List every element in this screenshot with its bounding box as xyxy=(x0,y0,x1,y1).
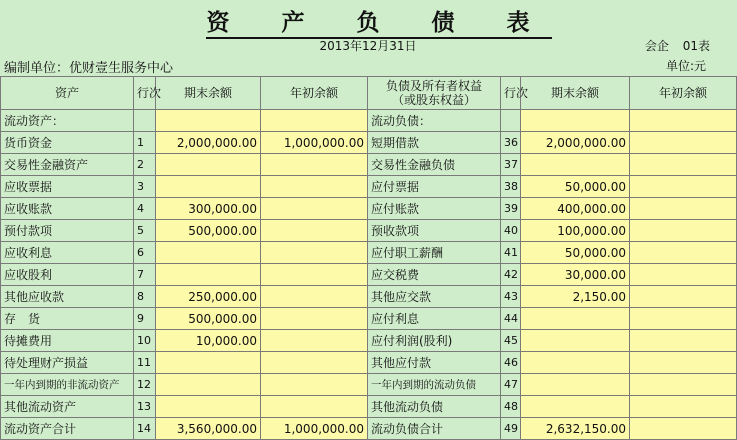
liability-period-end xyxy=(521,154,630,176)
liability-line-no: 45 xyxy=(501,330,521,352)
asset-line-no: 7 xyxy=(134,264,156,286)
liability-line-no: 44 xyxy=(501,308,521,330)
asset-year-begin xyxy=(261,198,368,220)
liability-year-begin xyxy=(630,154,737,176)
liability-line-no: 42 xyxy=(501,264,521,286)
liability-year-begin xyxy=(630,220,737,242)
asset-line-no: 13 xyxy=(134,396,156,418)
asset-year-begin xyxy=(261,286,368,308)
table-row xyxy=(1,352,737,374)
asset-year-begin xyxy=(261,264,368,286)
liability-name: 应付利息 xyxy=(368,308,501,330)
asset-year-begin xyxy=(261,374,368,396)
table-row xyxy=(1,264,737,286)
table-row xyxy=(1,418,737,440)
cell xyxy=(521,110,630,132)
asset-year-begin xyxy=(261,176,368,198)
asset-period-end xyxy=(156,242,261,264)
liability-name: 应付账款 xyxy=(368,198,501,220)
liability-year-begin xyxy=(630,330,737,352)
cell xyxy=(261,110,368,132)
table-row xyxy=(1,374,737,396)
liability-line-no: 39 xyxy=(501,198,521,220)
liability-name: 预收款项 xyxy=(368,220,501,242)
asset-year-begin xyxy=(261,352,368,374)
asset-line-no: 14 xyxy=(134,418,156,440)
liability-period-end: 100,000.00 xyxy=(521,220,630,242)
col-line-no-right: 行次 xyxy=(501,77,521,110)
asset-name: 待摊费用 xyxy=(1,330,134,352)
asset-name: 待处理财产损益 xyxy=(1,352,134,374)
table-row xyxy=(1,286,737,308)
asset-year-begin: 1,000,000.00 xyxy=(261,418,368,440)
liability-period-end: 400,000.00 xyxy=(521,198,630,220)
cell xyxy=(630,110,737,132)
asset-year-begin xyxy=(261,330,368,352)
liability-year-begin xyxy=(630,198,737,220)
table-row xyxy=(1,396,737,418)
liability-period-end: 30,000.00 xyxy=(521,264,630,286)
asset-year-begin xyxy=(261,154,368,176)
table-row xyxy=(1,132,737,154)
asset-period-end xyxy=(156,374,261,396)
asset-name: 应收利息 xyxy=(1,242,134,264)
table-row xyxy=(1,176,737,198)
liability-line-no: 37 xyxy=(501,154,521,176)
header-row xyxy=(1,77,737,110)
asset-name: 存 货 xyxy=(1,308,134,330)
liability-line-no: 47 xyxy=(501,374,521,396)
asset-period-end xyxy=(156,154,261,176)
report-date: 2013年12月31日 xyxy=(319,39,417,53)
asset-period-end: 10,000.00 xyxy=(156,330,261,352)
liability-year-begin xyxy=(630,418,737,440)
liability-period-end: 2,000,000.00 xyxy=(521,132,630,154)
asset-period-end xyxy=(156,352,261,374)
asset-line-no: 5 xyxy=(134,220,156,242)
liability-line-no: 46 xyxy=(501,352,521,374)
table-row xyxy=(1,220,737,242)
asset-name: 交易性金融资产 xyxy=(1,154,134,176)
cell xyxy=(134,110,156,132)
liability-name: 短期借款 xyxy=(368,132,501,154)
asset-name: 应收账款 xyxy=(1,198,134,220)
col-period-end-right: 期末余额 xyxy=(521,77,630,110)
liability-name: 其他流动负债 xyxy=(368,396,501,418)
liability-name: 应交税费 xyxy=(368,264,501,286)
liability-year-begin xyxy=(630,176,737,198)
asset-period-end: 3,560,000.00 xyxy=(156,418,261,440)
liability-year-begin xyxy=(630,264,737,286)
col-liabilities-line1: 负债及所有者权益 xyxy=(385,79,482,93)
asset-period-end: 250,000.00 xyxy=(156,286,261,308)
asset-year-begin xyxy=(261,396,368,418)
asset-name: 应收股利 xyxy=(1,264,134,286)
liability-line-no: 43 xyxy=(501,286,521,308)
table-row xyxy=(1,308,737,330)
asset-line-no: 1 xyxy=(134,132,156,154)
liability-line-no: 41 xyxy=(501,242,521,264)
table-row xyxy=(1,330,737,352)
asset-period-end: 300,000.00 xyxy=(156,198,261,220)
liability-line-no: 49 xyxy=(501,418,521,440)
liability-line-no: 36 xyxy=(501,132,521,154)
liability-period-end xyxy=(521,330,630,352)
col-line-no: 行次 xyxy=(134,77,156,110)
form-code: 会企 01表 xyxy=(644,39,710,53)
section-current-liabilities: 流动负债： xyxy=(368,110,501,132)
table-row xyxy=(1,242,737,264)
asset-period-end: 2,000,000.00 xyxy=(156,132,261,154)
currency-unit: 单位:元 xyxy=(665,59,706,73)
section-current-assets: 流动资产： xyxy=(1,110,134,132)
asset-line-no: 8 xyxy=(134,286,156,308)
entity-label: 编制单位：优财壹生服务中心 xyxy=(4,61,174,76)
table-row xyxy=(1,154,737,176)
asset-period-end xyxy=(156,176,261,198)
asset-line-no: 10 xyxy=(134,330,156,352)
asset-line-no: 9 xyxy=(134,308,156,330)
liability-name: 交易性金融负债 xyxy=(368,154,501,176)
asset-line-no: 11 xyxy=(134,352,156,374)
asset-period-end xyxy=(156,264,261,286)
asset-year-begin xyxy=(261,308,368,330)
liability-year-begin xyxy=(630,352,737,374)
col-period-end: 期末余额 xyxy=(156,77,261,110)
col-year-begin: 年初余额 xyxy=(261,77,368,110)
liability-period-end: 50,000.00 xyxy=(521,242,630,264)
asset-name: 预付款项 xyxy=(1,220,134,242)
asset-line-no: 4 xyxy=(134,198,156,220)
liability-year-begin xyxy=(630,396,737,418)
asset-line-no: 2 xyxy=(134,154,156,176)
liability-year-begin xyxy=(630,374,737,396)
liability-year-begin xyxy=(630,132,737,154)
col-liabilities-line2: （或股东权益） xyxy=(391,93,476,107)
report-title: 资 产 负 债 表 xyxy=(0,4,736,37)
asset-line-no: 12 xyxy=(134,374,156,396)
liability-period-end: 2,632,150.00 xyxy=(521,418,630,440)
asset-period-end xyxy=(156,396,261,418)
asset-line-no: 3 xyxy=(134,176,156,198)
asset-year-begin xyxy=(261,242,368,264)
liability-line-no: 40 xyxy=(501,220,521,242)
col-asset: 资产 xyxy=(1,77,134,110)
asset-name: 货币资金 xyxy=(1,132,134,154)
liability-name: 其他应付款 xyxy=(368,352,501,374)
asset-name: 流动资产合计 xyxy=(1,418,134,440)
liability-name: 应付职工薪酬 xyxy=(368,242,501,264)
cell xyxy=(501,110,521,132)
asset-year-begin xyxy=(261,220,368,242)
liability-year-begin xyxy=(630,308,737,330)
liability-name: 应付票据 xyxy=(368,176,501,198)
liability-period-end: 50,000.00 xyxy=(521,176,630,198)
liability-line-no: 38 xyxy=(501,176,521,198)
asset-period-end: 500,000.00 xyxy=(156,308,261,330)
asset-name: 一年内到期的非流动资产 xyxy=(1,374,134,396)
col-year-begin-right: 年初余额 xyxy=(630,77,737,110)
liability-year-begin xyxy=(630,286,737,308)
liability-name: 流动负债合计 xyxy=(368,418,501,440)
section-row xyxy=(1,110,737,132)
asset-period-end: 500,000.00 xyxy=(156,220,261,242)
balance-sheet-table xyxy=(0,76,737,440)
liability-period-end xyxy=(521,308,630,330)
liability-name: 应付利润(股利) xyxy=(368,330,501,352)
liability-line-no: 48 xyxy=(501,396,521,418)
col-liabilities xyxy=(368,77,501,110)
asset-name: 其他流动资产 xyxy=(1,396,134,418)
liability-period-end xyxy=(521,352,630,374)
liability-period-end xyxy=(521,396,630,418)
asset-name: 其他应收款 xyxy=(1,286,134,308)
asset-name: 应收票据 xyxy=(1,176,134,198)
asset-year-begin: 1,000,000.00 xyxy=(261,132,368,154)
asset-line-no: 6 xyxy=(134,242,156,264)
liability-name: 一年内到期的流动负债 xyxy=(368,374,501,396)
liability-year-begin xyxy=(630,242,737,264)
liability-period-end xyxy=(521,374,630,396)
liability-period-end: 2,150.00 xyxy=(521,286,630,308)
liability-name: 其他应交款 xyxy=(368,286,501,308)
cell xyxy=(156,110,261,132)
table-row xyxy=(1,198,737,220)
